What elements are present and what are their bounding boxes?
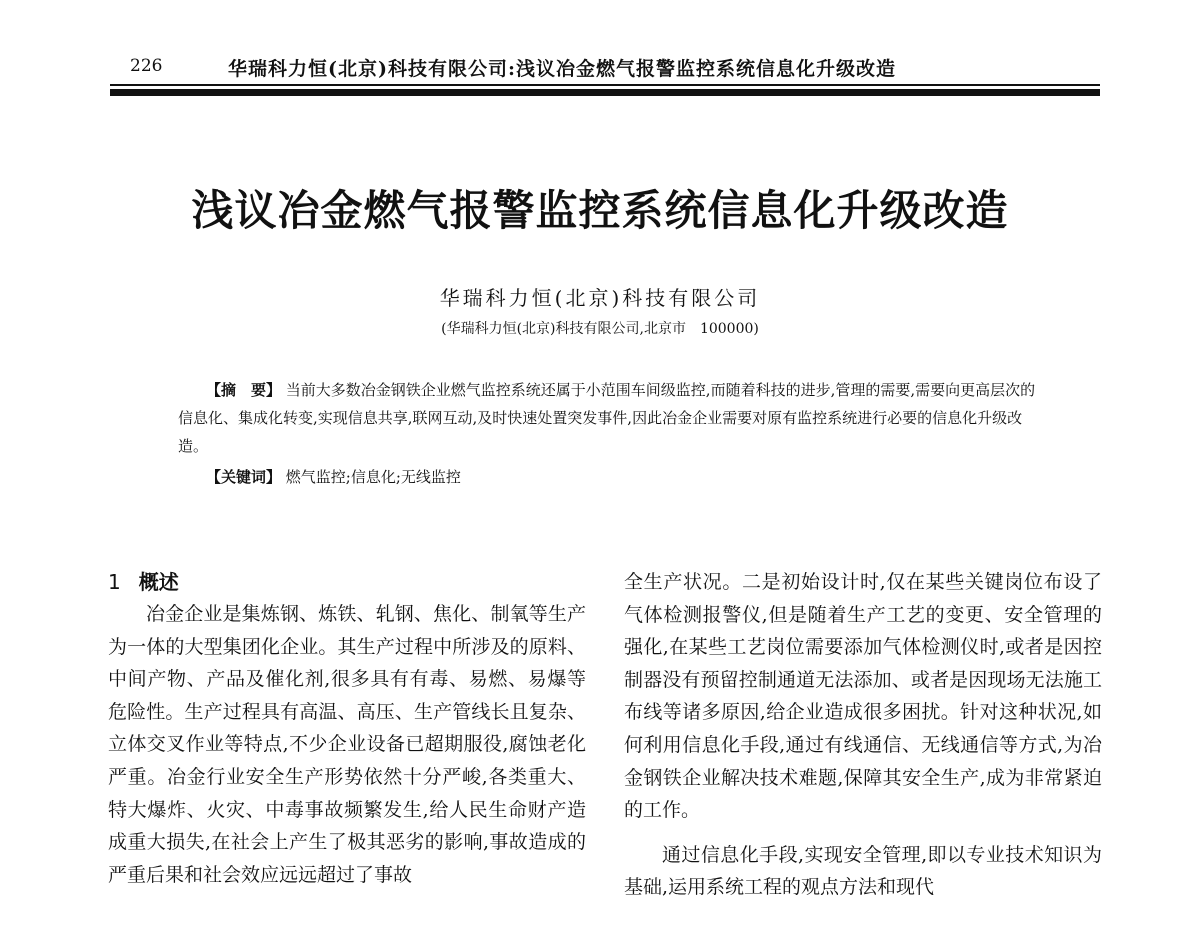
body-paragraph: 通过信息化手段,实现安全管理,即以专业技术知识为基础,运用系统工程的观点方法和现代 <box>624 843 1102 899</box>
article-title: 浅议冶金燃气报警监控系统信息化升级改造 <box>191 186 1009 235</box>
abstract-label: 【摘 要】 <box>206 381 282 399</box>
running-title: 华瑞科力恒(北京)科技有限公司:浅议冶金燃气报警监控系统信息化升级改造 <box>228 58 896 80</box>
page-number: 226 <box>130 56 163 76</box>
article-author: 华瑞科力恒(北京)科技有限公司 <box>439 286 761 310</box>
keywords-text: 燃气监控;信息化;无线监控 <box>285 468 461 486</box>
section-title: 概述 <box>138 570 179 594</box>
section-number: 1 <box>108 570 121 594</box>
keywords-label: 【关键词】 <box>206 468 282 486</box>
header-rule-thin <box>110 84 1100 86</box>
right-column <box>624 566 1102 904</box>
left-column <box>108 566 586 891</box>
keywords <box>206 466 461 487</box>
running-header <box>110 52 1100 82</box>
section-heading <box>108 566 586 596</box>
body-paragraph: 全生产状况。二是初始设计时,仅在某些关键岗位布设了气体检测报警仪,但是随着生产工艺的变更、安全管理的强化,在某些工艺岗位需要添加气体检测仪时,或者是因控制器没有预留控制通道无法添加、或者是因现场无法施工布线等诸多原因,给企业造成很多困扰。针对这种状况,如何利用信息化手段,通过有线通信、无线通信等方式,为冶金钢铁企业解决技术难题,保障其安全生产,成为非常紧迫的工作。 <box>624 571 1102 822</box>
abstract-text: 当前大多数冶金钢铁企业燃气监控系统还属于小范围车间级监控,而随着科技的进步,管理的需要,需要向更高层次的信息化、集成化转变,实现信息共享,联网互动,及时快速处置突发事件,因此冶金企业需要对原有监控系统进行必要的信息化升级改造。 <box>178 381 1036 455</box>
article-affiliation: (华瑞科力恒(北京)科技有限公司,北京市 100000) <box>441 321 759 337</box>
header-rule-thick <box>110 89 1100 96</box>
body-paragraph: 冶金企业是集炼钢、炼铁、轧钢、焦化、制氧等生产为一体的大型集团化企业。其生产过程中所涉及的原料、中间产物、产品及催化剂,很多具有有毒、易燃、易爆等危险性。生产过程具有高温、高压、生产管线长且复杂、立体交叉作业等特点,不少企业设备已超期服役,腐蚀老化严重。冶金行业安全生产形势依然十分严峻,各类重大、特大爆炸、火灾、中毒事故频繁发生,给人民生命财产造成重大损失,在社会上产生了极其恶劣的影响,事故造成的严重后果和社会效应远远超过了事故 <box>108 603 586 886</box>
abstract <box>178 376 1038 460</box>
